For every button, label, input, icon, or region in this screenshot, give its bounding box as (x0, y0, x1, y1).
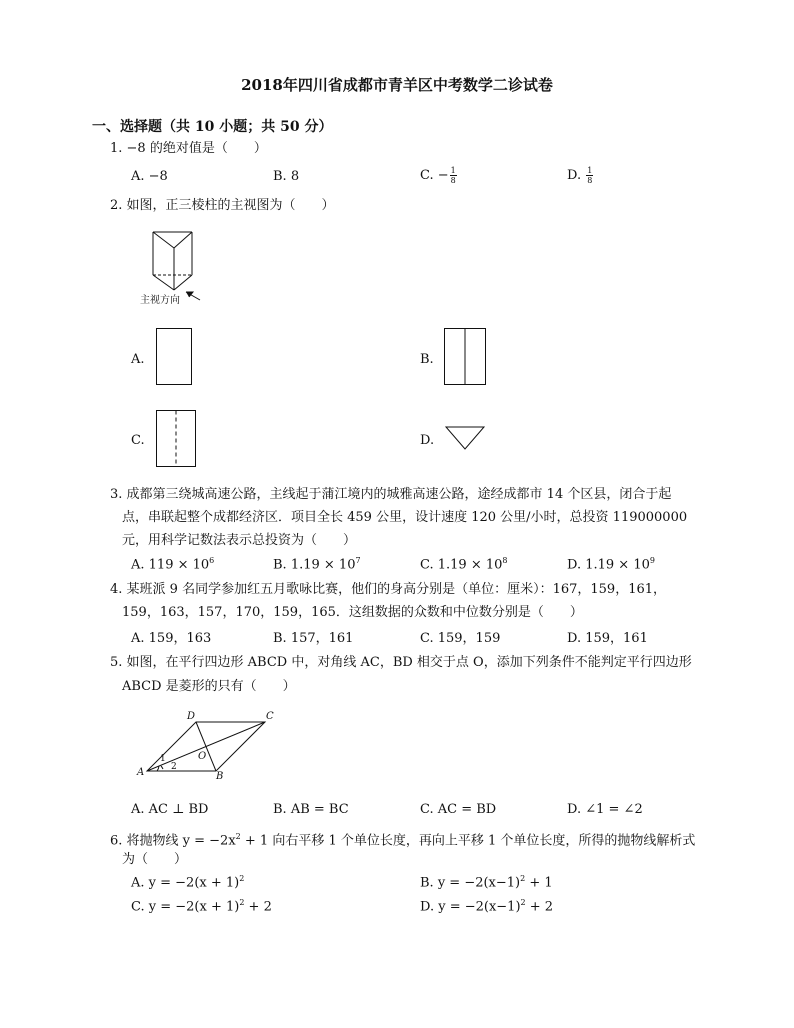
q4-option-b: B. 157，161 (273, 631, 354, 646)
q1-option-c-fraction (450, 166, 457, 185)
q5-option-b: B. AB = BC (273, 802, 349, 817)
q3-option-b (273, 556, 361, 572)
section-heading: 一、选择题（共 10 小题；共 50 分） (92, 119, 333, 135)
q5-label-c: C (266, 711, 274, 722)
q2-option-c-figure (156, 410, 198, 470)
q4-option-d: D. 159，161 (567, 631, 648, 646)
q5-line-2: ABCD 是菱形的只有（ ） (122, 679, 296, 694)
q6-c-main: C. y = −2(x + 1) (131, 899, 240, 915)
q6-a-main: A. y = −2(x + 1) (131, 875, 240, 891)
q3-option-d (567, 556, 655, 572)
q2-option-b-label: B. (420, 352, 434, 367)
q6-d-main: D. y = −2(x−1) (420, 899, 521, 915)
q5-label-a: A (137, 767, 145, 778)
q5-option-a: A. AC ⊥ BD (131, 802, 209, 817)
q1-option-d-fraction (586, 166, 593, 185)
q1-option-c-prefix: C. − (420, 168, 449, 183)
q6-line-1-exponent: 2 (235, 832, 241, 841)
q3-option-c (420, 556, 508, 572)
q3-line-1: 3. 成都第三绕城高速公路，主线起于蒲江境内的城雅高速公路，途经成都市 14 个区县，闭合于起 (110, 487, 672, 502)
q6-option-d (420, 898, 553, 914)
q5-label-b: B (216, 771, 224, 782)
q6-b-tail: + 1 (525, 875, 553, 891)
q2-option-d-figure (445, 426, 487, 452)
q3-c-base: C. 1.19 × 10 (420, 557, 503, 573)
q1-d-denominator: 8 (587, 176, 593, 185)
q6-c-tail: + 2 (244, 899, 272, 915)
q6-a-exponent: 2 (239, 874, 245, 883)
q5-angle-1-label: 1 (160, 754, 166, 764)
q4-line-1: 4. 某班派 9 名同学参加红五月歌咏比赛，他们的身高分别是（单位：厘米）：167，159，161， (110, 582, 667, 597)
q1-c-numerator: 1 (450, 166, 456, 175)
q6-line-1 (110, 827, 695, 851)
q1-c-denominator: 8 (450, 176, 456, 185)
q3-a-exponent: 6 (209, 556, 215, 565)
q2-option-d-label: D. (420, 433, 435, 448)
q6-c-exponent: 2 (239, 898, 245, 907)
q2-option-a-label: A. (131, 352, 145, 367)
q5-label-o: O (198, 751, 207, 762)
q2-option-c-label: C. (131, 433, 145, 448)
q1-option-d (567, 166, 593, 185)
q5-parallelogram-figure (135, 708, 285, 788)
q5-line-1: 5. 如图，在平行四边形 ABCD 中，对角线 AC，BD 相交于点 O，添加下列条件不能判定平行四边形 (110, 655, 692, 670)
q1-option-b: B. 8 (273, 169, 300, 184)
q2-stem: 2. 如图，正三棱柱的主视图为（ ） (110, 198, 335, 213)
q6-option-a (131, 874, 244, 890)
q6-b-exponent: 2 (520, 874, 526, 883)
q3-d-base: D. 1.19 × 10 (567, 557, 650, 573)
q1-option-c (420, 166, 457, 185)
page-title: 2018年四川省成都市青羊区中考数学二诊试卷 (241, 76, 553, 94)
q3-b-exponent: 7 (355, 556, 361, 565)
q6-line-2: 为（ ） (122, 852, 188, 867)
q5-option-d: D. ∠1 = ∠2 (567, 802, 643, 817)
q3-c-exponent: 8 (502, 556, 508, 565)
q5-angle-2-label: 2 (171, 762, 177, 772)
q3-option-a (131, 556, 214, 572)
q3-line-3: 元，用科学记数法表示总投资为（ ） (122, 533, 357, 548)
q2-view-direction-label: 主视方向 (140, 295, 180, 306)
q2-option-a-figure (156, 328, 196, 388)
q2-option-b-figure (444, 328, 488, 388)
q5-option-c: C. AC = BD (420, 802, 497, 817)
q6-option-c (131, 898, 272, 914)
q6-b-main: B. y = −2(x−1) (420, 875, 521, 891)
q3-line-2: 点，串联起整个成都经济区．项目全长 459 公里，设计速度 120 公里/小时，总投资 119000000 (122, 510, 688, 525)
q3-b-base: B. 1.19 × 10 (273, 557, 356, 573)
q1-option-a: A. −8 (131, 169, 168, 184)
q5-label-d: D (187, 711, 196, 722)
q3-d-exponent: 9 (649, 556, 655, 565)
q6-line-1-part-b: + 1 向右平移 1 个单位长度，再向上平移 1 个单位长度，所得的抛物线解析式 (240, 833, 696, 849)
q6-d-exponent: 2 (520, 898, 526, 907)
q3-a-base: A. 119 × 10 (131, 557, 210, 573)
q6-line-1-part-a: 6. 将抛物线 y = −2x (110, 833, 236, 849)
q6-d-tail: + 2 (525, 899, 554, 915)
q4-option-c: C. 159，159 (420, 631, 501, 646)
q1-stem: 1. −8 的绝对值是（ ） (110, 141, 267, 156)
q1-option-d-prefix: D. (567, 168, 586, 183)
q4-option-a: A. 159，163 (131, 631, 212, 646)
q6-option-b (420, 874, 553, 890)
q4-line-2: 159，163，157，170，159，165．这组数据的众数和中位数分别是（ ） (122, 605, 583, 620)
q1-d-numerator: 1 (587, 166, 593, 175)
